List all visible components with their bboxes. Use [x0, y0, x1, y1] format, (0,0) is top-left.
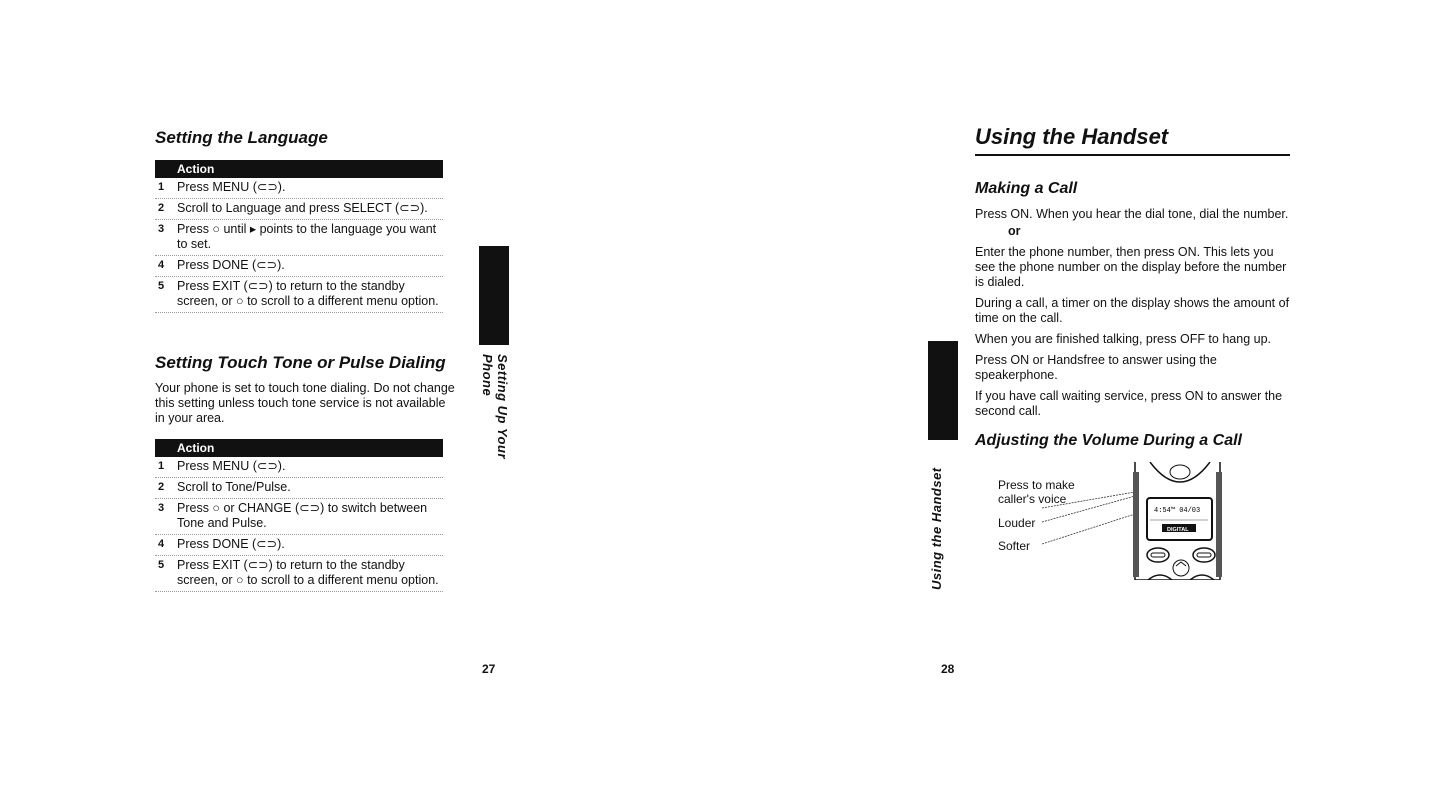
step-item: 4 Press DONE (⊂⊃). [155, 256, 443, 277]
page-number: 28 [941, 662, 955, 676]
action-header: Action [155, 439, 443, 457]
section-title-volume: Adjusting the Volume During a Call [975, 432, 1242, 449]
side-tab-label: Using the Handset [929, 467, 944, 590]
paragraph: Enter the phone number, then press ON. This lets you see the phone number on the display before the number is dialed. [975, 245, 1287, 289]
action-header: Action [155, 160, 443, 178]
label-louder: Louder [998, 516, 1036, 530]
step-item: 3 Press ○ until ▸ points to the language you want to set. [155, 220, 443, 256]
side-tab-label: Setting Up Your Phone [480, 354, 510, 459]
section-title-making-call: Making a Call [975, 180, 1078, 197]
language-steps [155, 178, 443, 313]
step-item: 2 Scroll to Language and press SELECT (⊂⊃). [155, 199, 443, 220]
or-separator: or [1008, 224, 1021, 238]
dialing-intro: Your phone is set to touch tone dialing. Do not change this setting unless touch tone service is not available in your area. [155, 381, 455, 425]
label-press-to-make: Press to make caller's voice [998, 478, 1075, 506]
section-title-dialing: Setting Touch Tone or Pulse Dialing [155, 353, 446, 372]
step-item: 5 Press EXIT (⊂⊃) to return to the standby screen, or ○ to scroll to a different menu option. [155, 277, 443, 313]
display-time: 4:54™ 04/03 [1154, 507, 1201, 515]
step-item: 3 Press ○ or CHANGE (⊂⊃) to switch between Tone and Pulse. [155, 499, 443, 535]
making-call-body [975, 207, 1293, 425]
paragraph: During a call, a timer on the display shows the amount of time on the call. [975, 296, 1290, 325]
side-tab-block [479, 246, 509, 345]
paragraph: Press ON or Handsfree to answer using the speakerphone. [975, 353, 1217, 382]
step-item: 4 Press DONE (⊂⊃). [155, 535, 443, 556]
title-rule [975, 154, 1290, 156]
section-title-language: Setting the Language [155, 128, 328, 147]
step-item: 1 Press MENU (⊂⊃). [155, 178, 443, 199]
step-item: 1 Press MENU (⊂⊃). [155, 457, 443, 478]
handset-illustration [1030, 462, 1230, 580]
language-action-table [155, 160, 443, 313]
dialing-steps [155, 457, 443, 592]
paragraph: Press ON. When you hear the dial tone, dial the number. [975, 207, 1289, 221]
page-title: Using the Handset [975, 124, 1169, 149]
page-number: 27 [482, 662, 496, 676]
paragraph: If you have call waiting service, press ON to answer the second call. [975, 389, 1283, 418]
display-badge: DIGITAL [1167, 527, 1189, 533]
step-item: 2 Scroll to Tone/Pulse. [155, 478, 443, 499]
label-softer: Softer [998, 539, 1031, 553]
dialing-action-table [155, 439, 443, 592]
side-tab-block [928, 341, 958, 440]
paragraph: When you are finished talking, press OFF to hang up. [975, 332, 1271, 346]
step-item: 5 Press EXIT (⊂⊃) to return to the standby screen, or ○ to scroll to a different menu option. [155, 556, 443, 592]
